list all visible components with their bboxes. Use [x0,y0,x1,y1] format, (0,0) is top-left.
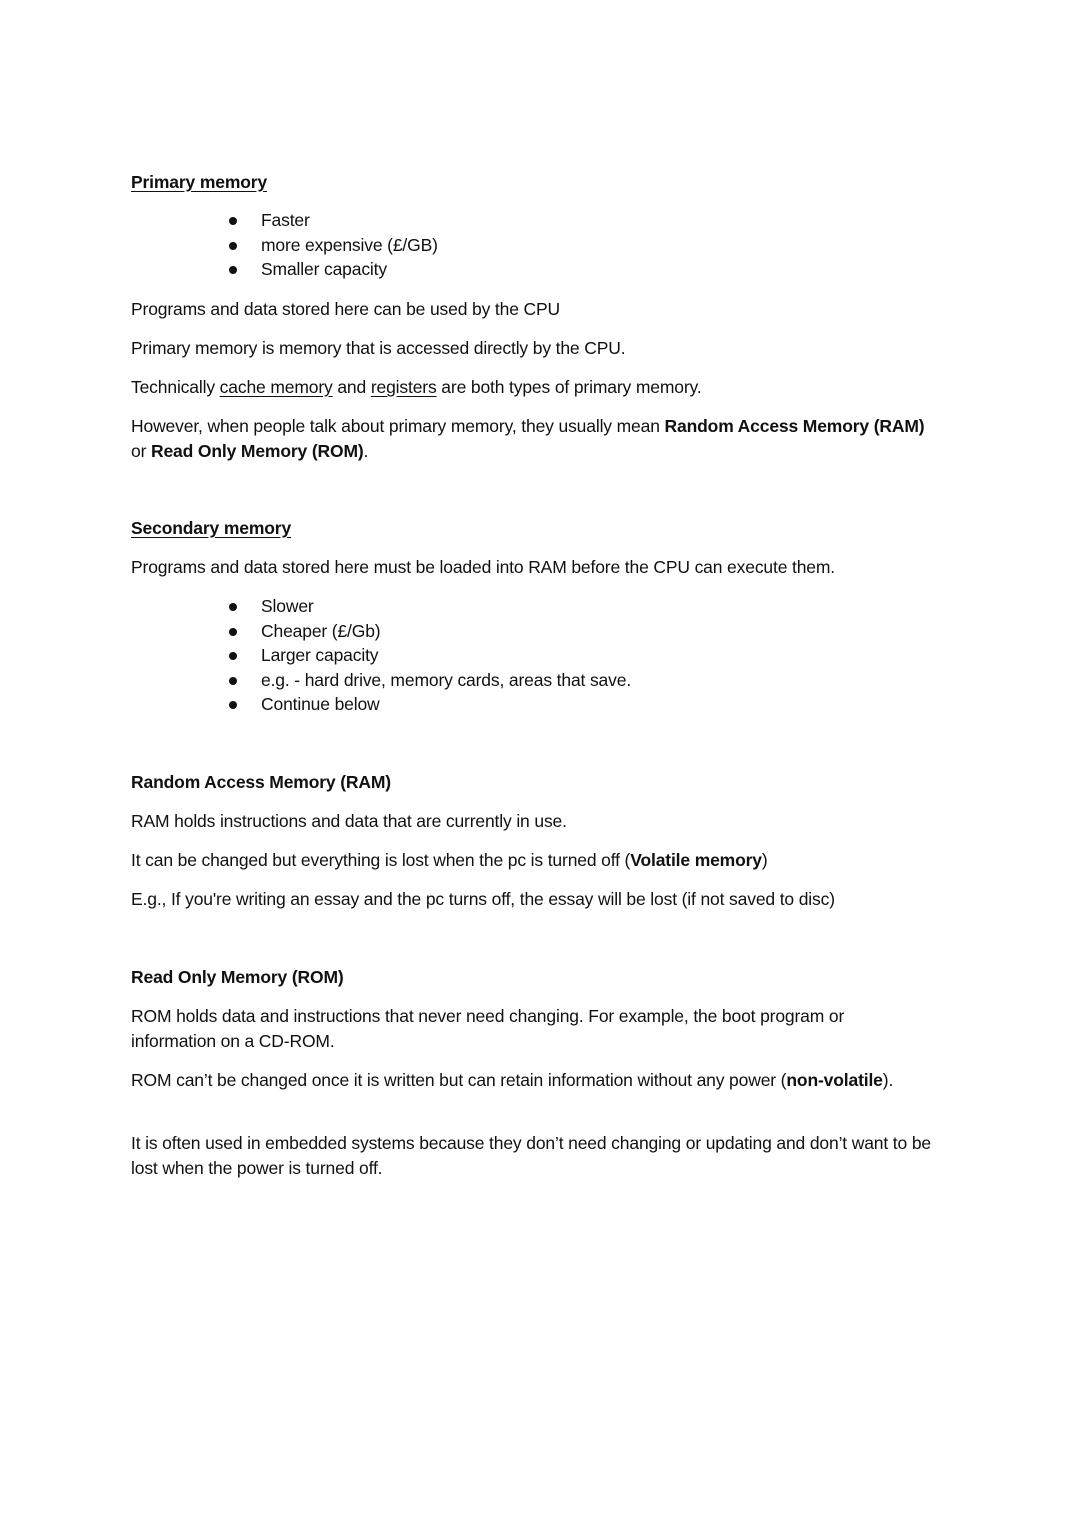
list-item: Continue below [225,692,631,717]
list-item: Cheaper (£/Gb) [225,619,631,644]
primary-memory-bullet-list [225,208,438,282]
list-item: more expensive (£/GB) [225,233,438,258]
ram-heading: Random Access Memory (RAM) [131,772,391,792]
bullet-icon [229,242,237,250]
rom-paragraph-usage: ROM holds data and instructions that never need changing. For example, the boot program or information on a CD-ROM. [131,1006,845,1051]
bullet-icon [229,701,237,709]
rom-heading: Read Only Memory (ROM) [131,967,344,987]
primary-paragraph-cpu-use: Programs and data stored here can be used by the CPU [131,299,560,319]
volatile-memory-term: Volatile memory [630,850,762,870]
bullet-icon [229,603,237,611]
ram-paragraph-example: E.g., If you're writing an essay and the pc turns off, the essay will be lost (if not saved to disc) [131,889,835,909]
bullet-icon [229,217,237,225]
bullet-icon [229,652,237,660]
primary-paragraph-ram-rom: However, when people talk about primary memory, they usually mean Random Access Memory (RAM) or Read Only Memory (ROM). [131,416,925,461]
bullet-icon [229,266,237,274]
non-volatile-term: non-volatile [786,1070,883,1090]
secondary-paragraph: Programs and data stored here must be loaded into RAM before the CPU can execute them. [131,557,836,577]
list-item: Larger capacity [225,643,631,668]
rom-paragraph-non-volatile: ROM can’t be changed once it is written but can retain information without any power (non-volatile). [131,1070,894,1090]
ram-paragraph-usage: RAM holds instructions and data that are currently in use. [131,811,567,831]
secondary-memory-heading: Secondary memory [131,518,292,538]
bullet-icon [229,628,237,636]
list-item: Faster [225,208,438,233]
ram-paragraph-volatile: It can be changed but everything is lost when the pc is turned off (Volatile memory) [131,850,768,870]
registers-term: registers [370,377,437,397]
list-item: Smaller capacity [225,257,438,282]
rom-term: Read Only Memory (ROM) [150,441,364,461]
primary-memory-heading: Primary memory [131,172,268,192]
list-item: e.g. - hard drive, memory cards, areas that save. [225,668,631,693]
list-item: Slower [225,594,631,619]
primary-paragraph-definition: Primary memory is memory that is accessed directly by the CPU. [131,338,626,358]
bullet-icon [229,677,237,685]
rom-paragraph-embedded: It is often used in embedded systems because they don’t need changing or updating and don’t want to be lost when the power is turned off. [131,1133,931,1178]
primary-paragraph-types: Technically cache memory and registers are both types of primary memory. [131,377,702,397]
cache-memory-term: cache memory [219,377,333,397]
ram-term: Random Access Memory (RAM) [664,416,925,436]
secondary-memory-bullet-list [225,594,631,717]
